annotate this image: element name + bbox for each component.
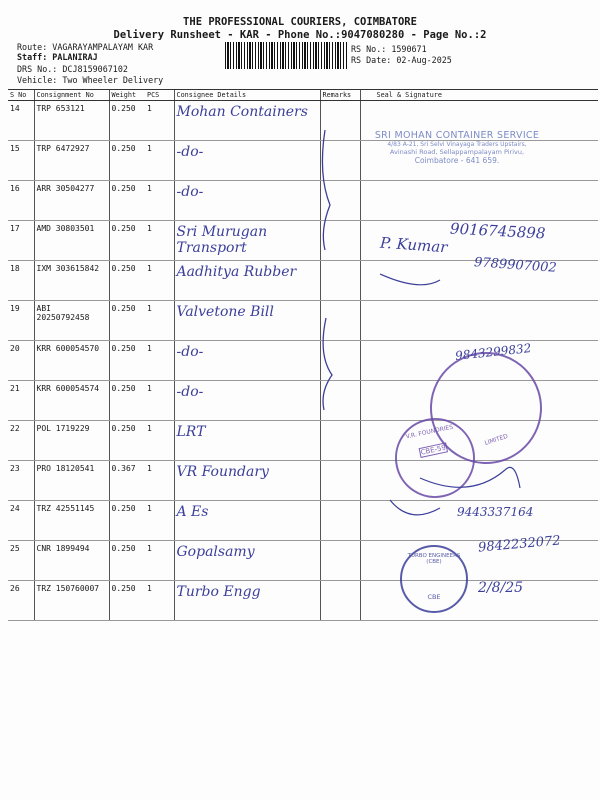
row-consignment-no: PRO 18120541 <box>34 461 109 501</box>
staff-label: Staff: PALANIRAJ <box>17 52 98 62</box>
company-name: THE PROFESSIONAL COURIERS, COIMBATORE <box>183 16 417 28</box>
signature-phone-25: 9842232072 <box>477 533 562 556</box>
drs-number: DRS No.: DCJ8159067102 <box>17 64 128 74</box>
row-pcs: 1 <box>145 141 174 181</box>
row-consignment-no: ARR 30504277 <box>34 181 109 221</box>
cbe59-text: CBE-59 <box>420 443 447 457</box>
turbo-cbe-text: CBE <box>427 593 441 601</box>
row-consignment-no: IXM 303615842 <box>34 261 109 301</box>
runsheet-title: Delivery Runsheet - KAR - Phone No.:9047080280 - Page No.:2 <box>113 29 487 41</box>
row-consignee: Valvetone Bill <box>174 301 320 341</box>
row-sno: 18 <box>8 261 34 301</box>
row-weight: 0.367 <box>109 461 145 501</box>
row-weight: 0.250 <box>109 381 145 421</box>
row-weight: 0.250 <box>109 501 145 541</box>
row-consignment-no: TRP 6472927 <box>34 141 109 181</box>
row-weight: 0.250 <box>109 421 145 461</box>
row-consignee: -do- <box>174 141 320 181</box>
seal-limited-text: LIMITED <box>483 432 509 447</box>
row-pcs: 1 <box>145 421 174 461</box>
row-weight: 0.250 <box>109 141 145 181</box>
row-weight: 0.250 <box>109 101 145 141</box>
row-consignee: LRT <box>174 421 320 461</box>
route-label: Route: VAGARAYAMPALAYAM KAR <box>17 42 154 52</box>
row-consignee: -do- <box>174 381 320 421</box>
col-pcs: PCS <box>145 90 174 101</box>
row-pcs: 1 <box>145 461 174 501</box>
row-weight: 0.250 <box>109 581 145 621</box>
row-consignment-no: TRP 653121 <box>34 101 109 141</box>
rs-number: RS No.: 1590671 <box>351 44 427 54</box>
row-consignee: Mohan Containers <box>174 101 320 141</box>
signature-phone-20: 9843299832 <box>454 341 532 363</box>
stamp-mohan-addr2: Avinashi Road, Sellappampalayam Pirivu, <box>389 148 525 156</box>
col-consignment: Consignment No <box>34 90 109 101</box>
row-consignee: Aadhitya Rubber <box>174 261 320 301</box>
rs-date: RS Date: 02-Aug-2025 <box>351 55 452 65</box>
signature-phone-17: 9016745898 <box>449 219 546 243</box>
row-consignee: VR Foundary <box>174 461 320 501</box>
col-remarks: Remarks <box>320 90 360 101</box>
row-weight: 0.250 <box>109 541 145 581</box>
row-pcs: 1 <box>145 581 174 621</box>
row-sno: 21 <box>8 381 34 421</box>
row-sno: 19 <box>8 301 34 341</box>
row-pcs: 1 <box>145 301 174 341</box>
row-consignment-no: KRR 600054570 <box>34 341 109 381</box>
row-pcs: 1 <box>145 221 174 261</box>
row-weight: 0.250 <box>109 341 145 381</box>
row-sno: 20 <box>8 341 34 381</box>
stamp-mohan-addr1: 4/83 A-21, Sri Selvi Vinayaga Traders Upstairs, <box>387 141 527 148</box>
row-pcs: 1 <box>145 181 174 221</box>
row-consignee: -do- <box>174 341 320 381</box>
turbo-text: TURBO ENGINEERS (CBE) <box>407 553 461 565</box>
row-consignee: A Es <box>174 501 320 541</box>
row-sno: 26 <box>8 581 34 621</box>
signature-phone-24: 9443337164 <box>457 505 534 519</box>
stamp-mohan-addr3: Coimbatore - 641 659. <box>414 156 500 165</box>
signature-phone-18: 9789907002 <box>473 255 558 276</box>
vehicle-label: Vehicle: Two Wheeler Delivery <box>17 75 164 85</box>
row-consignee: Sri Murugan Transport <box>174 221 320 261</box>
col-seal: Seal & Signature <box>360 90 598 101</box>
row-pcs: 1 <box>145 101 174 141</box>
row-sno: 16 <box>8 181 34 221</box>
row-pcs: 1 <box>145 261 174 301</box>
row-consignment-no: ABI 20250792458 <box>34 301 109 341</box>
stamp-mohan-title: SRI MOHAN CONTAINER SERVICE <box>374 130 540 141</box>
row-pcs: 1 <box>145 541 174 581</box>
row-pcs: 1 <box>145 501 174 541</box>
signature-name-17: P. Kumar <box>379 233 449 257</box>
row-consignment-no: KRR 600054574 <box>34 381 109 421</box>
signature-date-25: 2/8/25 <box>478 580 524 596</box>
row-weight: 0.250 <box>109 221 145 261</box>
row-consignment-no: TRZ 42551145 <box>34 501 109 541</box>
row-consignment-no: AMD 30803501 <box>34 221 109 261</box>
row-consignee: Gopalsamy <box>174 541 320 581</box>
row-weight: 0.250 <box>109 181 145 221</box>
row-consignee: -do- <box>174 181 320 221</box>
vr-foundries-text: V.R. FOUNDRIES <box>405 423 454 441</box>
col-sno: S No <box>8 90 34 101</box>
row-consignment-no: POL 1719229 <box>34 421 109 461</box>
row-sno: 22 <box>8 421 34 461</box>
col-consignee: Consignee Details <box>174 90 320 101</box>
row-sno: 15 <box>8 141 34 181</box>
row-consignee: Turbo Engg <box>174 581 320 621</box>
row-sno: 23 <box>8 461 34 501</box>
row-weight: 0.250 <box>109 301 145 341</box>
row-sno: 14 <box>8 101 34 141</box>
row-sno: 17 <box>8 221 34 261</box>
row-consignment-no: CNR 1899494 <box>34 541 109 581</box>
row-consignment-no: TRZ 150760007 <box>34 581 109 621</box>
row-pcs: 1 <box>145 381 174 421</box>
row-sno: 25 <box>8 541 34 581</box>
row-sno: 24 <box>8 501 34 541</box>
row-pcs: 1 <box>145 341 174 381</box>
row-weight: 0.250 <box>109 261 145 301</box>
col-weight: Weight <box>109 90 145 101</box>
